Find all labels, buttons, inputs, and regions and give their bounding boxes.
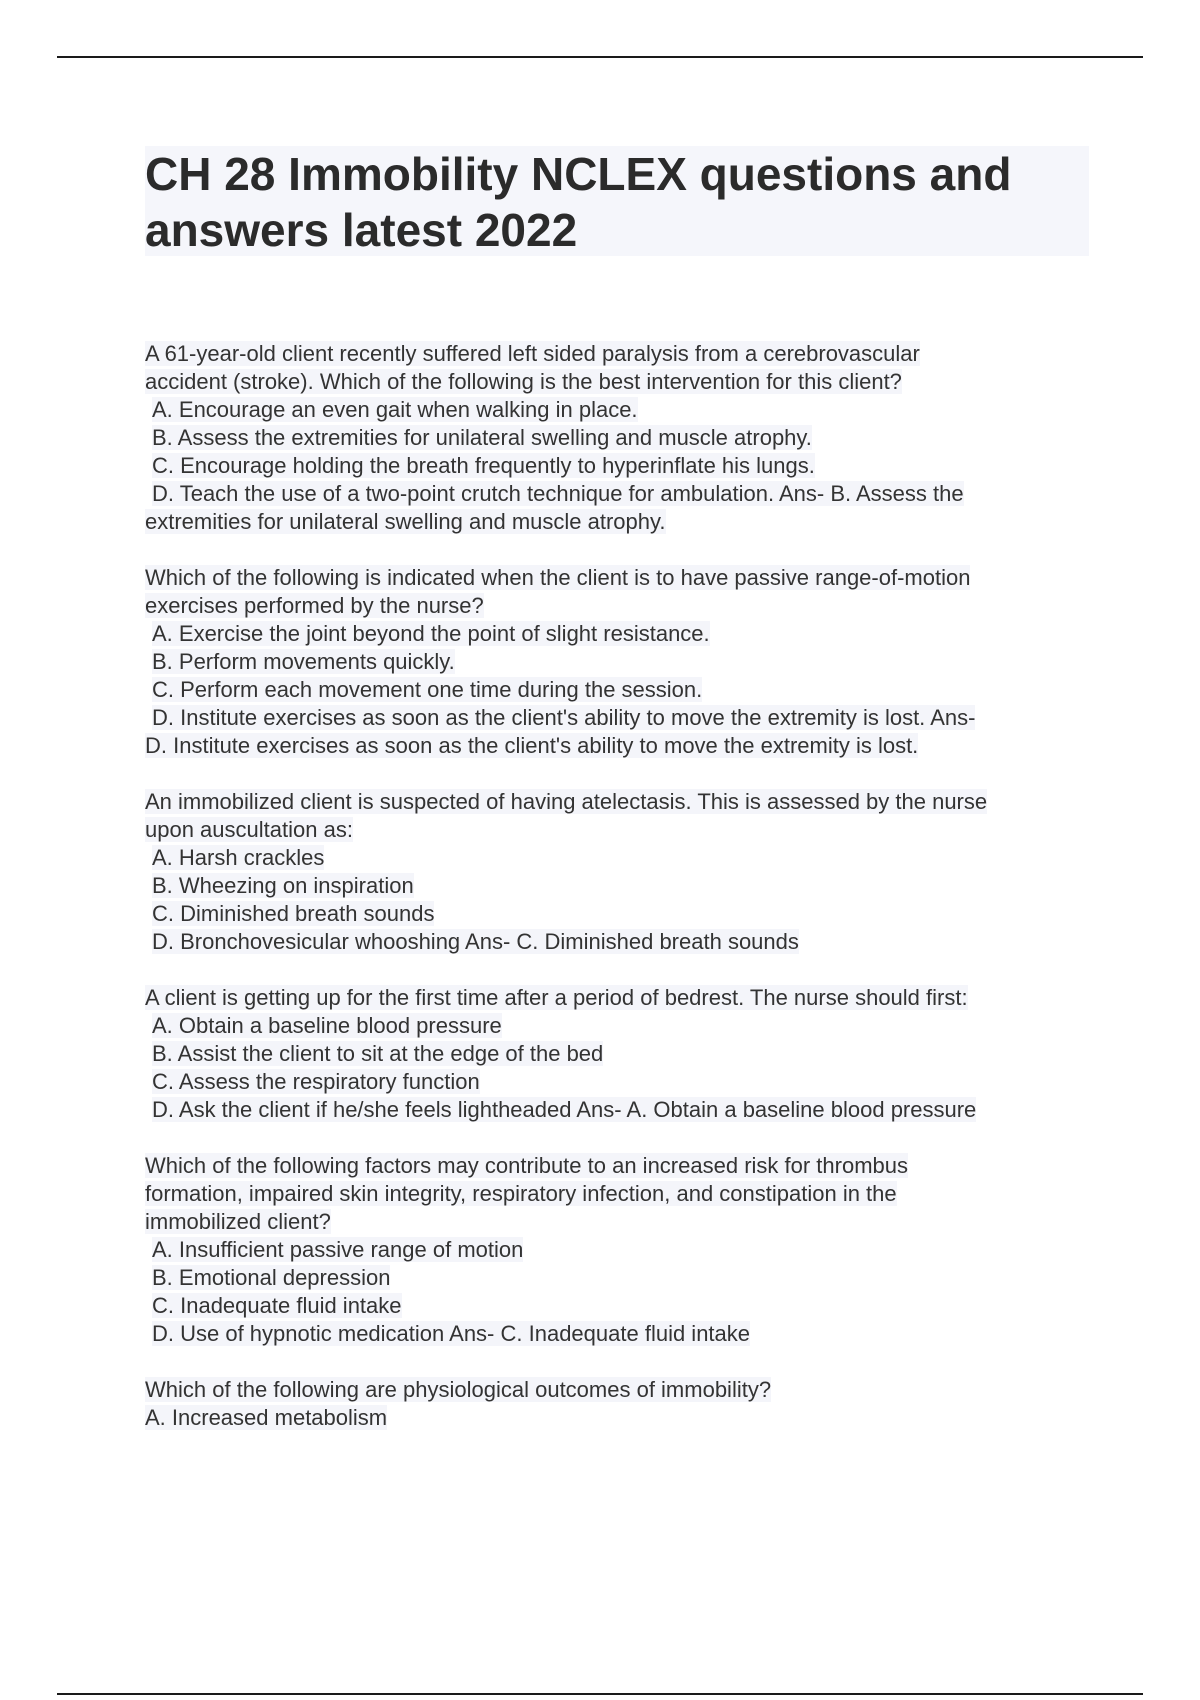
question-stem-line: Which of the following factors may contribute to an increased risk for thrombus: [145, 1153, 909, 1178]
answer-option: B. Perform movements quickly.: [152, 649, 455, 674]
answer-option: A. Exercise the joint beyond the point of slight resistance.: [152, 621, 710, 646]
answer-option: D. Ask the client if he/she feels lightheaded Ans- A. Obtain a baseline blood pressure: [152, 1097, 977, 1122]
answer-option: A. Insufficient passive range of motion: [152, 1237, 524, 1262]
title-line-1: CH 28 Immobility NCLEX questions and: [145, 148, 1012, 200]
answer-option: B. Emotional depression: [152, 1265, 391, 1290]
question-1: [145, 340, 1089, 536]
question-stem-line: immobilized client?: [145, 1209, 331, 1234]
answer-option: D. Bronchovesicular whooshing Ans- C. Diminished breath sounds: [152, 929, 799, 954]
answer-option: C. Encourage holding the breath frequently to hyperinflate his lungs.: [152, 453, 815, 478]
question-stem-line: formation, impaired skin integrity, respiratory infection, and constipation in the: [145, 1181, 897, 1206]
question-list: [145, 340, 1089, 1460]
question-stem-line: An immobilized client is suspected of having atelectasis. This is assessed by the nurse: [145, 789, 988, 814]
answer-option: C. Inadequate fluid intake: [152, 1293, 402, 1318]
answer-option: C. Diminished breath sounds: [152, 901, 435, 926]
question-4: [145, 984, 1089, 1124]
answer-option: A. Increased metabolism: [145, 1405, 388, 1430]
answer-option: B. Assist the client to sit at the edge of the bed: [152, 1041, 604, 1066]
question-stem-line: exercises performed by the nurse?: [145, 593, 484, 618]
answer-option: D. Institute exercises as soon as the client's ability to move the extremity is lost. Ans-: [152, 705, 976, 730]
answer-option: C. Perform each movement one time during the session.: [152, 677, 703, 702]
answer-option: C. Assess the respiratory function: [152, 1069, 480, 1094]
answer-continuation: extremities for unilateral swelling and muscle atrophy.: [145, 509, 666, 534]
bottom-rule: [57, 1693, 1143, 1695]
page-title: [145, 146, 1089, 258]
answer-option: A. Obtain a baseline blood pressure: [152, 1013, 502, 1038]
answer-option: A. Harsh crackles: [152, 845, 325, 870]
question-5: [145, 1152, 1089, 1348]
question-stem-line: Which of the following is indicated when the client is to have passive range-of-motion: [145, 565, 971, 590]
top-rule: [57, 56, 1143, 58]
question-3: [145, 788, 1089, 956]
answer-continuation: D. Institute exercises as soon as the client's ability to move the extremity is lost.: [145, 733, 919, 758]
question-stem-line: upon auscultation as:: [145, 817, 353, 842]
title-line-2: answers latest 2022: [145, 204, 578, 256]
answer-option: B. Assess the extremities for unilateral swelling and muscle atrophy.: [152, 425, 812, 450]
answer-option: B. Wheezing on inspiration: [152, 873, 414, 898]
question-stem-line: A 61-year-old client recently suffered left sided paralysis from a cerebrovascular: [145, 341, 920, 366]
question-6: [145, 1376, 1089, 1432]
question-stem-line: Which of the following are physiological outcomes of immobility?: [145, 1377, 772, 1402]
answer-option: D. Use of hypnotic medication Ans- C. Inadequate fluid intake: [152, 1321, 751, 1346]
title-block: [145, 146, 1089, 256]
answer-option: D. Teach the use of a two-point crutch technique for ambulation. Ans- B. Assess the: [152, 481, 964, 506]
answer-option: A. Encourage an even gait when walking in place.: [152, 397, 638, 422]
question-stem-line: accident (stroke). Which of the following is the best intervention for this client?: [145, 369, 902, 394]
question-stem-line: A client is getting up for the first time after a period of bedrest. The nurse should first:: [145, 985, 968, 1010]
question-2: [145, 564, 1089, 760]
